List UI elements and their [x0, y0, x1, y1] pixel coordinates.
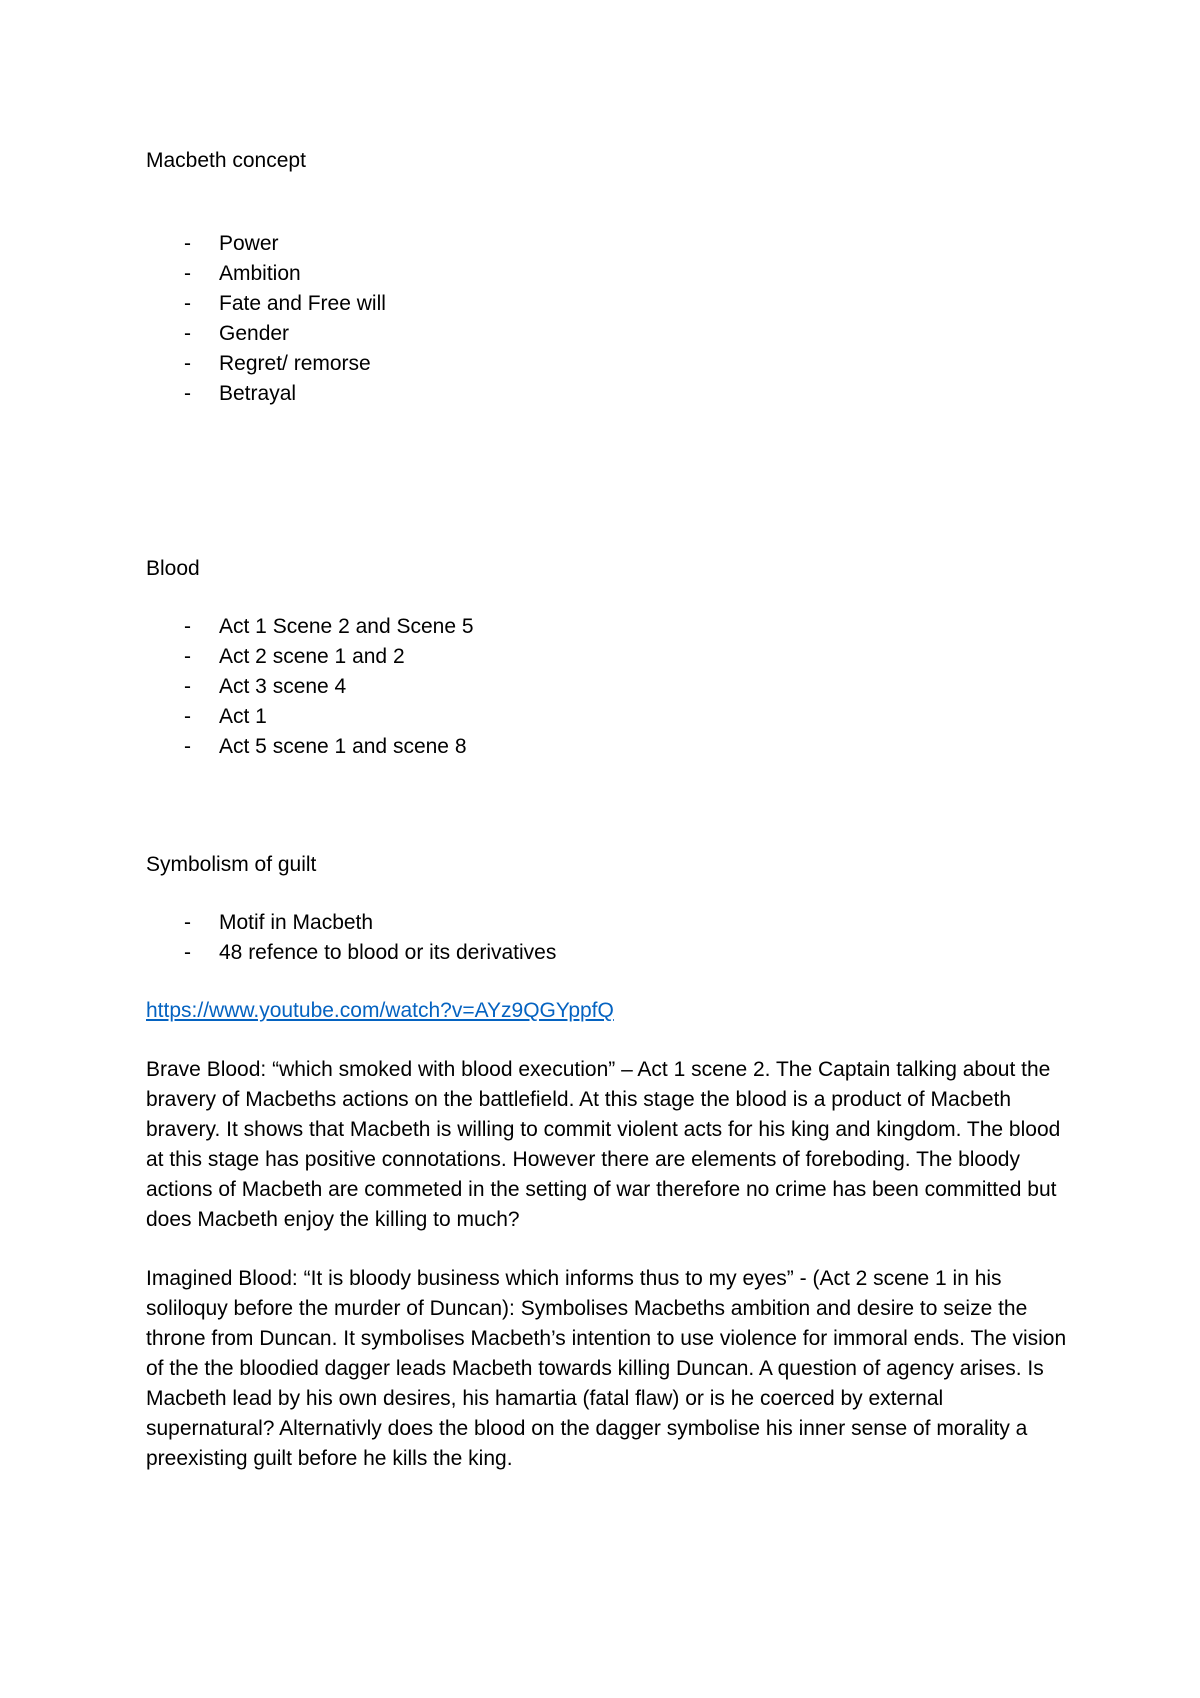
spacer: [146, 762, 1076, 850]
bullet-dash: -: [184, 911, 191, 934]
list-item-text: Act 1: [219, 705, 267, 728]
spacer: [146, 1235, 1076, 1264]
list-item: [146, 229, 1076, 259]
spacer: [146, 176, 1076, 229]
spacer: [146, 968, 1076, 996]
section-heading-macbeth-concept: Macbeth concept: [146, 149, 306, 172]
bullet-dash: -: [184, 735, 191, 758]
blood-list: [146, 612, 1076, 762]
concept-list: [146, 229, 1076, 409]
bullet-dash: -: [184, 645, 191, 668]
list-item: [146, 379, 1076, 409]
list-item: [146, 732, 1076, 762]
bullet-dash: -: [184, 675, 191, 698]
list-item-text: Act 5 scene 1 and scene 8: [219, 735, 467, 758]
list-item-text: Gender: [219, 322, 290, 345]
list-item: [146, 319, 1076, 349]
spacer: [146, 880, 1076, 908]
bullet-dash: -: [184, 941, 191, 964]
list-item: [146, 908, 1076, 938]
list-item-text: Fate and Free will: [219, 292, 386, 315]
spacer: [146, 584, 1076, 612]
list-item: [146, 642, 1076, 672]
paragraph-imagined-blood: Imagined Blood: “It is bloody business which informs thus to my eyes” - (Act 2 scene 1 in his soliloquy before the murder of Duncan): Symbolises Macbeths ambition and desire to seize the throne from Duncan. It symbolises Macbeth’s intention to use violence for immoral ends. The vision of the the bloodied dagger leads Macbeth towards killing Duncan. A question of agency arises. Is Macbeth lead by his own desires, his hamartia (fatal flaw) or is he coerced by external supernatural? Alternativly does the blood on the dagger symbolise his inner sense of morality a preexisting guilt before he kills the king.: [146, 1267, 1067, 1470]
bullet-dash: -: [184, 262, 191, 285]
list-item-text: Act 3 scene 4: [219, 675, 347, 698]
list-item: [146, 672, 1076, 702]
bullet-dash: -: [184, 322, 191, 345]
list-item: [146, 349, 1076, 379]
spacer: [146, 409, 1076, 554]
bullet-dash: -: [184, 232, 191, 255]
list-item-text: Power: [219, 232, 279, 255]
spacer: [146, 1026, 1076, 1055]
document-body: [146, 146, 1076, 1474]
youtube-link[interactable]: https://www.youtube.com/watch?v=AYz9QGYppfQ: [146, 999, 614, 1022]
list-item-text: Ambition: [219, 262, 301, 285]
section-heading-symbolism-of-guilt: Symbolism of guilt: [146, 853, 317, 876]
list-item-text: Motif in Macbeth: [219, 911, 374, 934]
list-item: [146, 289, 1076, 319]
list-item: [146, 259, 1076, 289]
list-item-text: Act 1 Scene 2 and Scene 5: [219, 615, 474, 638]
guilt-list: [146, 908, 1076, 968]
bullet-dash: -: [184, 292, 191, 315]
list-item: [146, 938, 1076, 968]
list-item-text: Act 2 scene 1 and 2: [219, 645, 405, 668]
list-item-text: 48 refence to blood or its derivatives: [219, 941, 557, 964]
bullet-dash: -: [184, 705, 191, 728]
paragraph-brave-blood: Brave Blood: “which smoked with blood execution” – Act 1 scene 2. The Captain talking about the bravery of Macbeths actions on the battlefield. At this stage the blood is a product of Macbeth bravery. It shows that Macbeth is willing to commit violent acts for his king and kingdom. The blood at this stage has positive connotations. However there are elements of foreboding. The bloody actions of Macbeth are commeted in the setting of war therefore no crime has been committed but does Macbeth enjoy the killing to much?: [146, 1058, 1061, 1231]
section-heading-blood: Blood: [146, 557, 200, 580]
list-item-text: Regret/ remorse: [219, 352, 371, 375]
bullet-dash: -: [184, 352, 191, 375]
bullet-dash: -: [184, 382, 191, 405]
list-item-text: Betrayal: [219, 382, 297, 405]
bullet-dash: -: [184, 615, 191, 638]
list-item: [146, 702, 1076, 732]
list-item: [146, 612, 1076, 642]
